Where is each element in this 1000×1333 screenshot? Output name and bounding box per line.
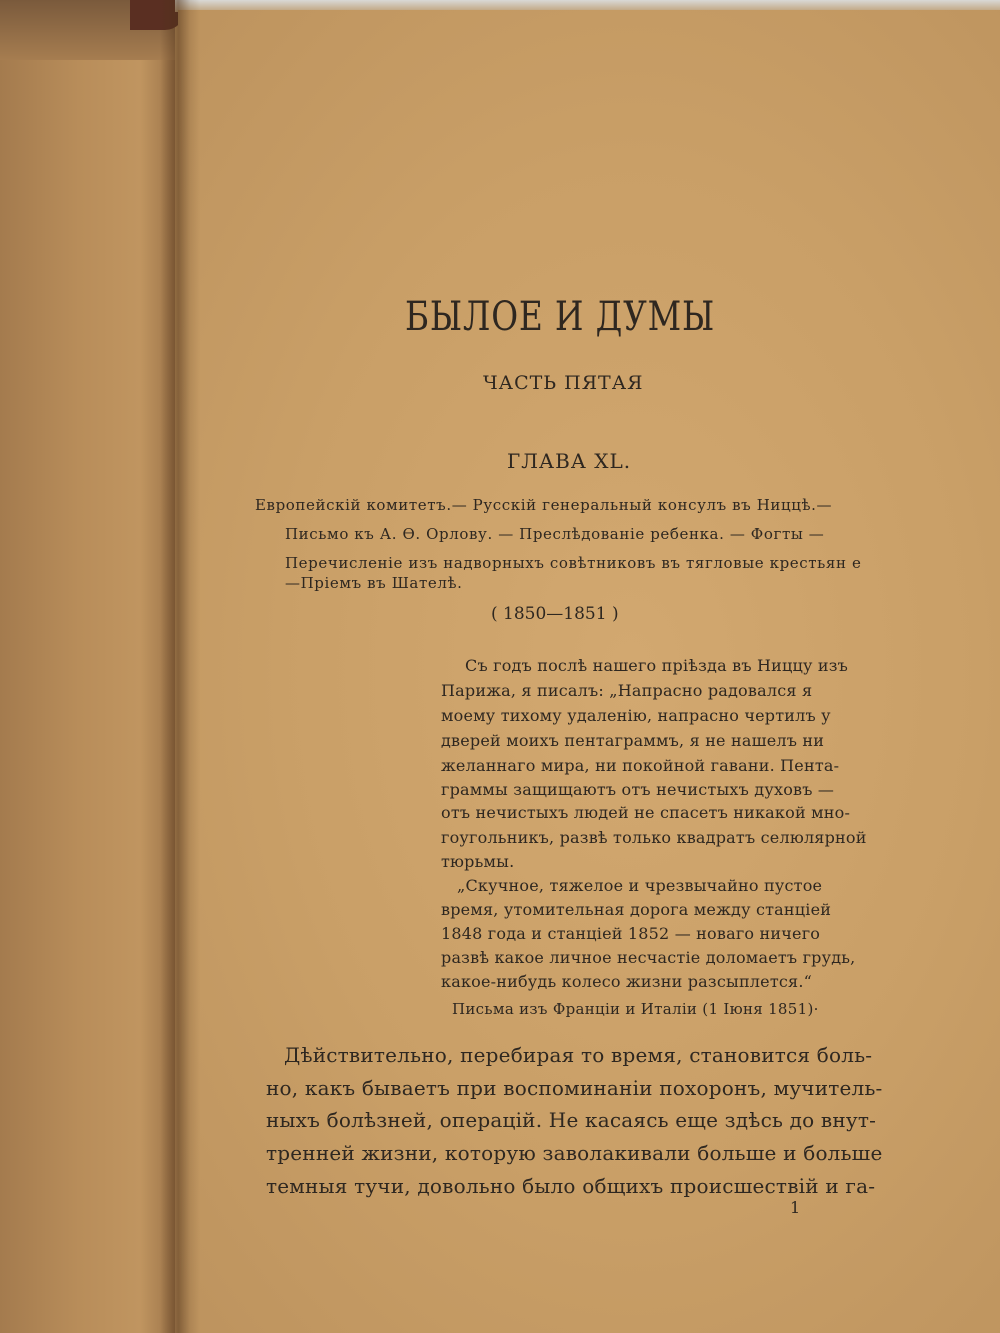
body-text-line: Дѣйствительно, перебирая то время, становится боль- — [284, 1043, 873, 1067]
epigraph-line: гоугольникъ, развѣ только квадратъ селюлярной — [441, 828, 867, 847]
epigraph-line: тюрьмы. — [441, 852, 515, 871]
epigraph-line: время, утомительная дорога между станціей — [441, 900, 832, 919]
epigraph-line: какое-нибудь колесо жизни разсыплется.“ — [441, 972, 813, 991]
part-heading: ЧАСТЬ ПЯТАЯ — [483, 372, 644, 394]
chapter-years: ( 1850—1851 ) — [491, 604, 619, 624]
epigraph-line: граммы защищаютъ отъ нечистыхъ духовъ — — [441, 780, 835, 799]
body-text-line: но, какъ бываетъ при воспоминаніи похоронъ, мучитель- — [266, 1076, 883, 1100]
epigraph-line: моему тихому удаленію, напрасно чертилъ у — [441, 706, 831, 725]
epigraph-line: отъ нечистыхъ людей не спасетъ никакой мно- — [441, 803, 851, 822]
chapter-summary-line: Письмо къ А. Ѳ. Орлову. — Преслѣдованіе ребенка. — Фогты — — [285, 525, 825, 543]
epigraph-line: Парижа, я писалъ: „Напрасно радовался я — [441, 681, 813, 700]
body-text-line: тренней жизни, которую заволакивали больше и больше — [266, 1141, 883, 1165]
epigraph-line: Съ годъ послѣ нашего пріѣзда въ Ниццу изъ — [465, 656, 849, 675]
book-spine-shadow — [160, 0, 200, 1333]
epigraph-line: „Скучное, тяжелое и чрезвычайно пустое — [457, 876, 823, 895]
epigraph-line: 1848 года и станціей 1852 — новаго ничего — [441, 924, 821, 943]
body-text-line: темныя тучи, довольно было общихъ происшествій и га- — [266, 1174, 876, 1198]
chapter-summary-line: Европейскій комитетъ.— Русскій генеральный консулъ въ Ниццѣ.— — [255, 496, 833, 514]
body-text-line: ныхъ болѣзней, операцій. Не касаясь еще здѣсь до внут- — [266, 1108, 877, 1132]
epigraph-source: Письма изъ Франціи и Италіи (1 Іюня 1851)· — [452, 1000, 819, 1018]
epigraph-line: дверей моихъ пентаграммъ, я не нашелъ ни — [441, 731, 825, 750]
epigraph-line: желаннаго мира, ни покойной гавани. Пента- — [441, 756, 840, 775]
chapter-summary-line: Перечисленіе изъ надворныхъ совѣтниковъ въ тягловые крестьян е — [285, 554, 862, 572]
chapter-summary-line: —Пріемъ въ Шателѣ. — [285, 574, 463, 592]
epigraph-line: развѣ какое личное несчастіе доломаетъ грудь, — [441, 948, 856, 967]
chapter-heading: ГЛАВА XL. — [507, 449, 632, 473]
left-page — [0, 0, 175, 1333]
book-title: БЫЛОЕ И ДУМЫ — [405, 294, 716, 340]
page-number: 1 — [790, 1198, 801, 1217]
